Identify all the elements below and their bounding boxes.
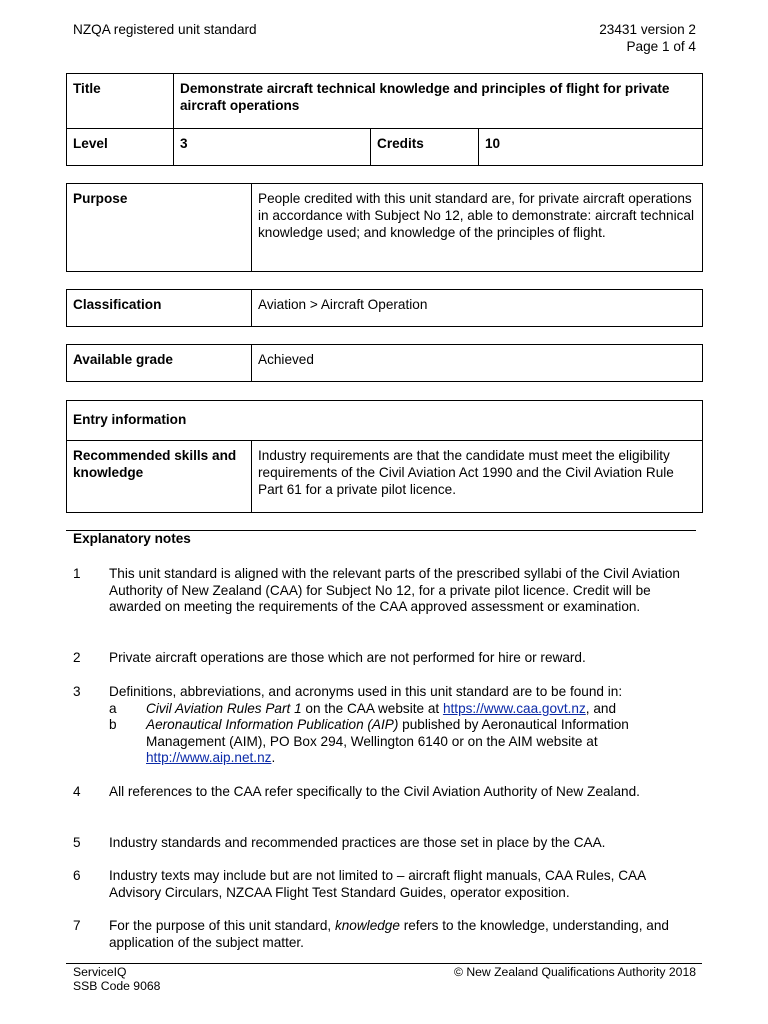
footer-org: ServiceIQ xyxy=(73,965,127,979)
classification-label: Classification xyxy=(67,290,252,327)
purpose-table xyxy=(66,183,703,272)
entry-table xyxy=(66,400,703,513)
sub-text xyxy=(146,717,701,767)
note-number: 7 xyxy=(73,918,81,933)
sub-text xyxy=(146,701,701,718)
title-table xyxy=(66,73,703,166)
purpose-value: People credited with this unit standard are, for private aircraft operations in accordance with Subject No 12, able to demonstrate: aircraft technical knowledge used; and knowledge of the principles of flight. xyxy=(252,184,703,272)
rules-title: Civil Aviation Rules Part 1 xyxy=(146,701,302,716)
note-text: This unit standard is aligned with the relevant parts of the prescribed syllabi of the Civil Aviation Authority of New Zealand (CAA) for Subject No 12, for a private pilot licence. Credit will be awarded on meeting the requirements of the CAA approved assessment or examination. xyxy=(109,566,680,614)
note-number: 3 xyxy=(73,684,81,699)
note-number: 4 xyxy=(73,784,81,799)
title-label: Title xyxy=(67,74,174,129)
aim-website-link[interactable]: http://www.aip.net.nz xyxy=(146,750,272,765)
footer-ssb-code: SSB Code 9068 xyxy=(73,979,161,993)
footer-copyright: © New Zealand Qualifications Authority 2018 xyxy=(453,965,696,979)
purpose-label: Purpose xyxy=(67,184,252,272)
caa-website-link[interactable]: https://www.caa.govt.nz xyxy=(442,701,586,716)
header-page-number: Page 1 of 4 xyxy=(626,39,696,54)
level-label: Level xyxy=(67,129,174,166)
skills-value: Industry requirements are that the candidate must meet the eligibility requirements of the Civil Aviation Act 1990 and the Civil Aviation Rule Part 61 for a private pilot licence. xyxy=(252,441,703,513)
note-number: 2 xyxy=(73,650,81,665)
note-text: Private aircraft operations are those which are not performed for hire or reward. xyxy=(109,650,586,665)
note-number: 5 xyxy=(73,835,81,850)
skills-label: Recommended skills and knowledge xyxy=(67,441,252,513)
level-value: 3 xyxy=(174,129,371,166)
note-7-post: refers to the knowledge, understanding, and application of the subject matter. xyxy=(109,918,669,950)
header-version: 23431 version 2 xyxy=(599,22,696,37)
grade-label: Available grade xyxy=(67,345,252,382)
sub-text-mid: on the CAA website at xyxy=(301,701,443,716)
sub-text-end: , and xyxy=(585,701,616,716)
sub-text-mid: published by Aeronautical Information Management (AIM), PO Box 294, Wellington 6140 or on the AIM website at xyxy=(146,717,629,749)
note-text: Definitions, abbreviations, and acronyms used in this unit standard are to be found in: xyxy=(109,684,623,699)
note-3 xyxy=(73,684,703,774)
classification-table xyxy=(66,289,703,327)
sub-letter: a xyxy=(109,701,117,716)
aip-title: Aeronautical Information Publication (AIP) xyxy=(146,717,399,732)
grade-value: Achieved xyxy=(252,345,703,382)
note-7-pre: For the purpose of this unit standard, xyxy=(109,918,335,933)
explanatory-heading: Explanatory notes xyxy=(73,531,191,546)
grade-table xyxy=(66,344,703,382)
credits-value: 10 xyxy=(479,129,703,166)
note-number: 1 xyxy=(73,566,81,581)
credits-label: Credits xyxy=(371,129,479,166)
classification-value: Aviation > Aircraft Operation xyxy=(252,290,703,327)
footer-divider xyxy=(66,963,702,964)
note-7-italic: knowledge xyxy=(334,918,400,933)
entry-heading: Entry information xyxy=(67,401,703,441)
note-text: All references to the CAA refer specifically to the Civil Aviation Authority of New Zealand. xyxy=(109,784,640,799)
sub-letter: b xyxy=(109,717,117,732)
header-left: NZQA registered unit standard xyxy=(73,22,257,37)
note-number: 6 xyxy=(73,868,81,883)
note-text: Industry standards and recommended practices are those set in place by the CAA. xyxy=(109,835,606,850)
note-text xyxy=(109,918,699,951)
sub-text-end: . xyxy=(271,750,276,765)
note-text: Industry texts may include but are not limited to – aircraft flight manuals, CAA Rules, CAA Advisory Circulars, NZCAA Flight Test Standard Guides, operator exposition. xyxy=(109,868,646,900)
title-value: Demonstrate aircraft technical knowledge and principles of flight for private aircraft operations xyxy=(174,74,703,129)
